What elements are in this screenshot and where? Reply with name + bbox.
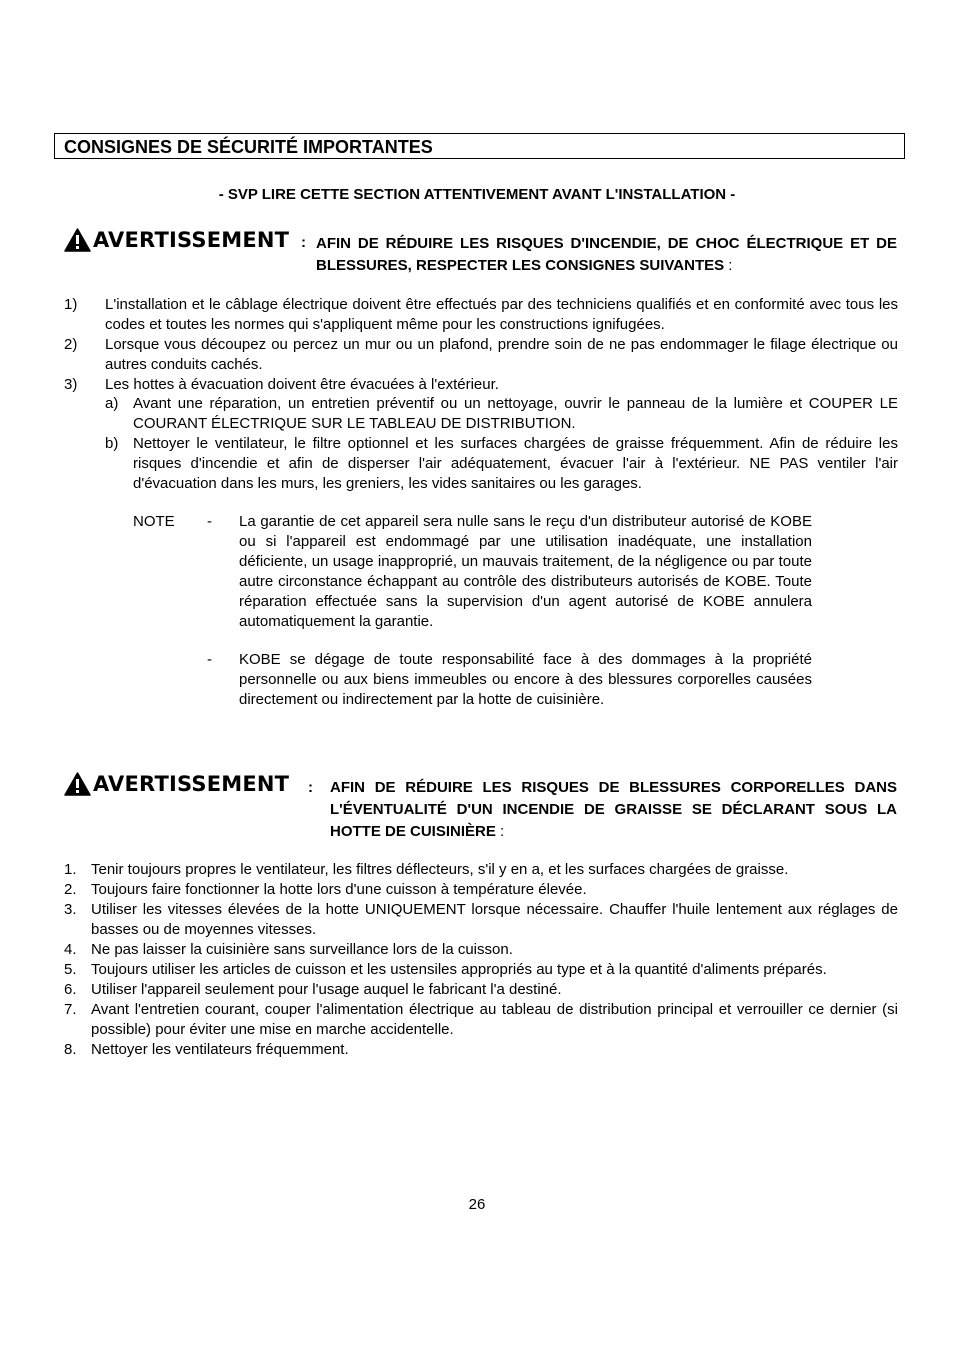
list-item-text: Les hottes à évacuation doivent être évacuées à l'extérieur. <box>105 376 499 393</box>
list-item <box>105 394 898 434</box>
note-text: KOBE se dégage de toute responsabilité face à des dommages à la propriété personnelle ou aux biens immeubles ou encore à des blessures corporelles causées directement ou indirectement par la hotte de cuisinière. <box>239 651 812 708</box>
note-dash: - <box>207 651 212 668</box>
list-item <box>64 980 898 1000</box>
warning-word: AVERTISSEMENT <box>93 228 290 252</box>
warning-message-text: AFIN DE RÉDUIRE LES RISQUES D'INCENDIE, DE CHOC ÉLECTRIQUE ET DE BLESSURES, RESPECTER LES CONSIGNES SUIVANTES <box>316 235 897 274</box>
list-item <box>64 880 898 900</box>
section-title-box <box>54 133 905 159</box>
warning-message-1 <box>316 233 897 277</box>
list-item-text: Avant une réparation, un entretien préventif ou un nettoyage, ouvrir le panneau de la lumière et COUPER LE COURANT ÉLECTRIQUE SUR LE TABLEAU DE DISTRIBUTION. <box>133 395 898 432</box>
list-item-number: 8. <box>64 1041 77 1058</box>
note-dash: - <box>207 513 212 530</box>
subtitle: - SVP LIRE CETTE SECTION ATTENTIVEMENT AVANT L'INSTALLATION - <box>218 186 736 203</box>
warning-colon: : <box>301 234 306 251</box>
warning-colon: : <box>308 779 313 796</box>
list-item <box>64 1040 898 1060</box>
list-item-text: Utiliser l'appareil seulement pour l'usage auquel le fabricant l'a destiné. <box>91 981 562 998</box>
list-item-number: 3. <box>64 901 77 918</box>
safety-list-2 <box>64 860 898 1060</box>
list-item <box>105 434 898 494</box>
list-item-text: Utiliser les vitesses élevées de la hotte UNIQUEMENT lorsque nécessaire. Chauffer l'huile lentement aux réglages de basses ou de moyennes vitesses. <box>91 901 898 938</box>
list-item <box>64 960 898 980</box>
page-title: CONSIGNES DE SÉCURITÉ IMPORTANTES <box>64 137 433 157</box>
list-item <box>64 375 898 395</box>
list-item-number: 1) <box>64 296 78 313</box>
warning-message-tail: : <box>724 257 733 274</box>
list-item-number: 3) <box>64 376 78 393</box>
warning-triangle-icon <box>64 228 91 252</box>
list-item <box>64 1000 898 1040</box>
warning-triangle-icon <box>64 772 91 796</box>
list-item <box>64 860 898 880</box>
warning-message-tail: : <box>495 823 505 840</box>
warning-message-text: AFIN DE RÉDUIRE LES RISQUES DE BLESSURES CORPORELLES DANS L'ÉVENTUALITÉ D'UN INCENDIE DE GRAISSE SE DÉCLARANT SOUS LA HOTTE DE CUISINIÈRE <box>330 779 897 840</box>
list-item-text: Avant l'entretien courant, couper l'alimentation électrique au tableau de distribution principal et verrouiller ce dernier (si possible) pour éviter une mise en marche accidentelle. <box>91 1001 898 1038</box>
list-item-number: b) <box>105 435 119 452</box>
list-item <box>64 335 898 375</box>
list-item-text: L'installation et le câblage électrique doivent être effectués par des techniciens qualifiés et en conformité avec tous les codes et toutes les normes qui s'appliquent même pour les constructions ignifugées. <box>105 296 898 333</box>
list-item-number: 6. <box>64 981 77 998</box>
list-item-text: Nettoyer les ventilateurs fréquemment. <box>91 1041 349 1058</box>
safety-sublist <box>105 394 898 494</box>
list-item <box>64 940 898 960</box>
list-item-text: Tenir toujours propres le ventilateur, les filtres déflecteurs, s'il y en a, et les surfaces chargées de graisse. <box>91 861 789 878</box>
list-item-text: Toujours utiliser les articles de cuisson et les ustensiles appropriés au type et à la quantité d'aliments préparés. <box>91 961 827 978</box>
warning-word: AVERTISSEMENT <box>93 772 290 796</box>
safety-list-1 <box>64 295 898 395</box>
page-number: 26 <box>468 1196 486 1213</box>
list-item-number: 7. <box>64 1001 77 1018</box>
list-item <box>64 900 898 940</box>
list-item <box>64 295 898 335</box>
warning-message-2 <box>330 777 897 843</box>
list-item-number: 2. <box>64 881 77 898</box>
list-item-number: 4. <box>64 941 77 958</box>
list-item-text: Nettoyer le ventilateur, le filtre optionnel et les surfaces chargées de graisse fréquemment. Afin de réduire les risques d'incendie et afin de disperser l'air adéquatement, évacuer l'air à l'extérieur. NE PAS ventiler l'air d'évacuation dans les murs, les greniers, les vides sanitaires ou les garages. <box>133 435 898 492</box>
list-item-number: 5. <box>64 961 77 978</box>
note-label: NOTE <box>133 513 175 530</box>
list-item-text: Lorsque vous découpez ou percez un mur ou un plafond, prendre soin de ne pas endommager le filage électrique ou autres conduits cachés. <box>105 336 898 373</box>
list-item-text: Toujours faire fonctionner la hotte lors d'une cuisson à température élevée. <box>91 881 587 898</box>
list-item-number: 2) <box>64 336 78 353</box>
list-item-text: Ne pas laisser la cuisinière sans surveillance lors de la cuisson. <box>91 941 513 958</box>
list-item-number: a) <box>105 395 119 412</box>
note-text: La garantie de cet appareil sera nulle sans le reçu d'un distributeur autorisé de KOBE ou si l'appareil est endommagé par une utilisation inadéquate, une installation déficiente, un usage inapproprié, un mauvais traitement, de la négligence ou par toute autre circonstance échappant au contrôle des distributeurs autorisés de KOBE. Toute réparation effectuée sans la supervision d'un agent autorisé de KOBE annulera automatiquement la garantie. <box>239 513 812 630</box>
list-item-number: 1. <box>64 861 77 878</box>
